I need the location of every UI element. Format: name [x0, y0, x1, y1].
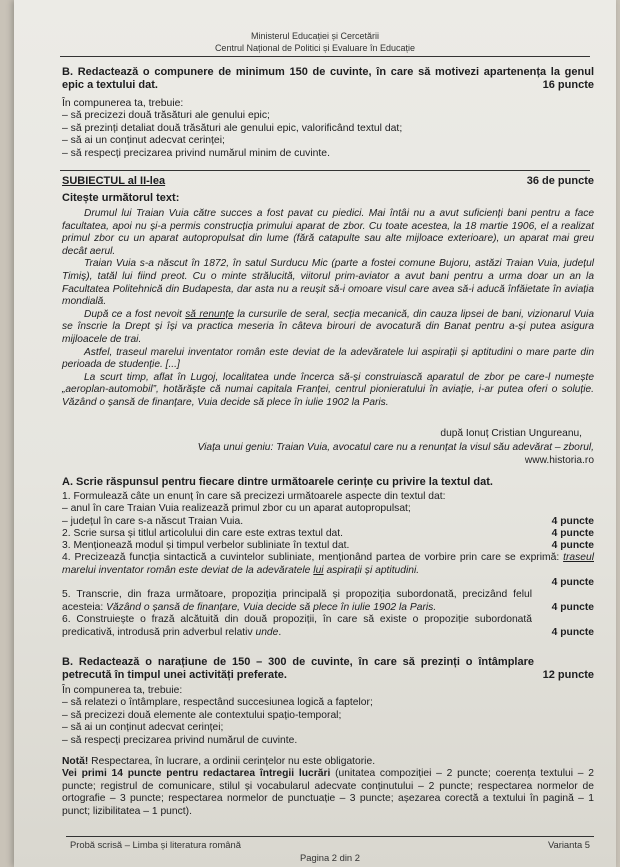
text-paragraph: După ce a fost nevoit să renunțe la cursurile de seral, secția mecanică, din cauza lipsei de bani, vizionarul Vuia se înscrie la Drept și își va practica meseria în câteva birouri de avocatură din Banat pentru a-și putea asigura mijloacele de trai.	[62, 308, 594, 345]
section-b1	[62, 66, 594, 160]
question-6: 6. Construiește o frază alcătuită din două propoziții, în care să existe o propoziție subordonată predicativă, introdusă prin adverbul relativ unde.	[62, 614, 532, 638]
center-name: Centrul Național de Politici și Evaluare în Educație	[214, 43, 416, 53]
text-paragraph: Astfel, traseul marelui inventator român este deviat de la adevăratele lui aspirații și aptitudini o mare parte din perioada de studenție. [...]	[62, 346, 594, 371]
list-item: – să precizezi două elemente ale contextului spațio-temporal;	[62, 709, 342, 721]
note-scoring: Vei primi 14 puncte pentru redactarea întregii lucrări (unitatea compoziției – 2 puncte; coerența textului – 2 puncte; registrul de comunicare, stilul și vocabularul adecvate conținutului – 2 puncte; respectarea normelor de ortografie – 3 puncte; respectarea normelor de punctuație – 3 puncte; așezarea corectă a textului în pagină – 1 punct; lizibilitatea – 1 punct).	[62, 768, 594, 817]
question-2: 2. Scrie sursa și titlul articolului din care este extras textul dat.	[62, 527, 343, 539]
page-footer	[70, 839, 590, 863]
section-b1-title: B. Redactează o compunere de minimum 150 de cuvinte, în care să motivezi apartenența la genul epic a textului dat.	[62, 66, 594, 91]
ministry-name: Ministerul Educației și Cercetării	[250, 31, 380, 41]
text-paragraph: Drumul lui Traian Vuia către succes a fost pavat cu piedici. Mai întâi nu a avut suficienți bani pentru a face facultatea, apoi nu și-a permis construcția primului aparat de zbor. Cu toate acestea, la 18 martie 1906, el a realizat primul zbor cu un aparat autopropulsat din lume (fără catapulte sau alte mijloace exterioare), un aparat mai greu decât aerul.	[62, 208, 594, 257]
section-b2-points: 12 puncte	[542, 669, 594, 681]
source-title: Viața unui geniu: Traian Vuia, avocatul care nu a renunțat la visul său adevărat – zborul,	[197, 441, 594, 453]
points: 4 puncte	[551, 626, 594, 638]
points: 4 puncte	[551, 515, 594, 527]
section-b1-intro: În compunerea ta, trebuie:	[62, 98, 184, 109]
source-author: după Ionuț Cristian Ungureanu,	[440, 428, 582, 439]
note-order: Notă! Respectarea, în lucrare, a ordinii cerințelor nu este obligatorie.	[62, 756, 376, 767]
section-b2-title: B. Redactează o narațiune de 150 – 300 de cuvinte, în care să prezinți o întâmplare petrecută în timpul unei activități preferate.	[62, 656, 534, 681]
list-item: – să precizezi două trăsături ale genului epic;	[62, 110, 270, 122]
reading-text	[62, 208, 594, 410]
section-a-title: A. Scrie răspunsul pentru fiecare dintre următoarele cerințe cu privire la textul dat.	[62, 476, 493, 488]
page-header	[14, 30, 616, 54]
section-a	[62, 476, 594, 639]
subject-2	[62, 175, 594, 204]
list-item: – să prezinți detaliat două trăsături ale genului epic, valorificând textul dat;	[62, 122, 403, 134]
points: 4 puncte	[551, 527, 594, 539]
header-divider	[60, 56, 590, 57]
footer-page-number: Pagina 2 din 2	[300, 852, 360, 863]
list-item: – să respecți precizarea privind numărul de cuvinte.	[62, 734, 298, 746]
text-paragraph: Traian Vuia s-a născut în 1872, în satul Surducu Mic (parte a fostei comune Bujoru, astăzi Traian Vuia, județul Timiș), tatăl lui fiind preot. Cu o minte strălucită, viitorul prim-aviator a avut bani pentru a urma doar un an la Facultatea Politehnică din Budapesta, dar asta nu a reușit să-i omoare visul care avea să-i aducă înfăietate în aviația mondială.	[62, 258, 594, 308]
points: 4 puncte	[551, 601, 594, 613]
read-instruction: Citește următorul text:	[62, 192, 180, 204]
section-b1-points: 16 puncte	[542, 79, 594, 91]
question-5: 5. Transcrie, din fraza următoare, propoziția principală și propoziția subordonată, precizând felul acesteia: Văzând o șansă de finanțare, Vuia decide să plece în iulie 1902 la Paris.	[62, 589, 532, 613]
text-paragraph: La scurt timp, aflat în Lugoj, localitatea unde încerca să-și construiască aparatul de zbor pe care-l numește „aeroplan-automobil”, hotărăște că numai capitala Franței, centrul pionieratului în aviație, i-ar putea oferi o soluție. Văzând o șansă de finanțare, Vuia decide să plece în iulie 1902 la Paris.	[62, 371, 594, 408]
list-item: – să respecți precizarea privind numărul minim de cuvinte.	[62, 147, 330, 159]
list-item: – să relatezi o întâmplare, respectând succesiunea logică a faptelor;	[62, 697, 373, 709]
footer-divider	[66, 836, 594, 837]
source-citation	[62, 427, 594, 468]
list-item: – să ai un conținut adecvat cerinței;	[62, 135, 225, 147]
section-b2-intro: În compunerea ta, trebuie:	[62, 685, 183, 696]
subject-2-points: 36 de puncte	[526, 175, 594, 187]
list-item: – să ai un conținut adecvat cerinței;	[62, 722, 224, 734]
section-b2	[62, 656, 594, 747]
question-1b: – județul în care s-a născut Traian Vuia.	[62, 515, 244, 527]
points: 4 puncte	[551, 540, 594, 552]
question-4: 4. Precizează funcția sintactică a cuvintelor subliniate, menționând partea de vorbire prin care se exprimă: traseul marelui inventator român este deviat de la adevăratele lui aspirații și aptitudini.	[62, 552, 594, 576]
footer-exam: Probă scrisă – Limba și literatura română	[70, 839, 241, 850]
question-3: 3. Menționează modul și timpul verbelor subliniate în textul dat.	[62, 540, 350, 552]
source-url: www.historia.ro	[524, 455, 594, 466]
question-1a: – anul în care Traian Vuia realizează primul zbor cu un aparat autopropulsat;	[62, 503, 411, 515]
points: 4 puncte	[551, 577, 594, 589]
subject-2-title: SUBIECTUL al II-lea	[62, 175, 166, 187]
exam-page	[14, 0, 616, 867]
question-1: 1. Formulează câte un enunț în care să precizezi următoarele aspecte din textul dat:	[62, 491, 446, 502]
notes	[62, 756, 594, 818]
subject-divider	[60, 170, 590, 171]
footer-variant: Varianta 5	[547, 839, 590, 850]
